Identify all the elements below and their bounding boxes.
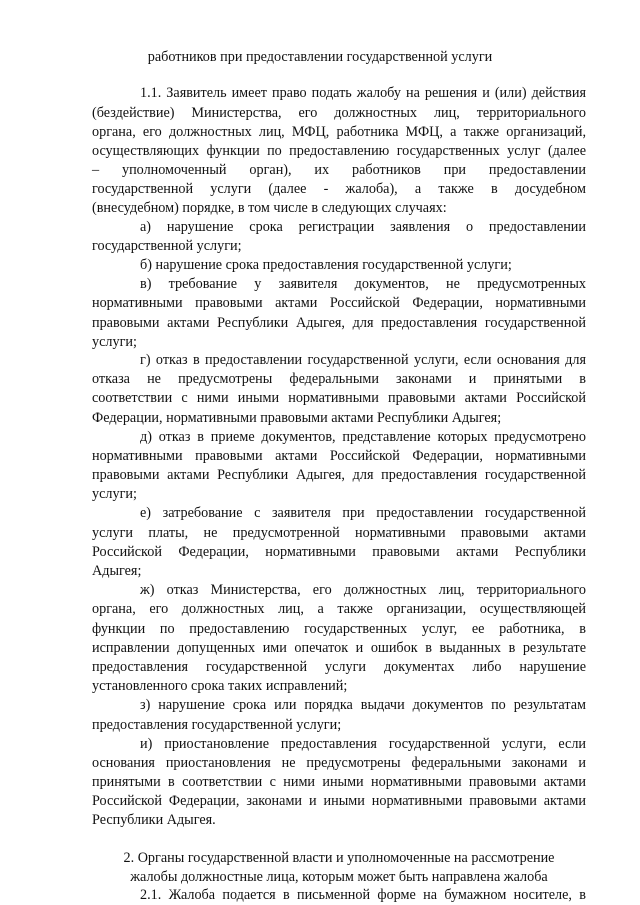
paragraph-1-1-line: 1.1. Заявитель имеет право подать жалобу на решения и (или) действия xyxy=(140,85,586,102)
section-2-heading: 2. Органы государственной власти и уполномоченные на рассмотрение xyxy=(123,849,555,866)
list-item-e-line: е) затребование с заявителя при предоставлении государственной xyxy=(140,505,586,522)
list-item-z-line: з) нарушение срока или порядка выдачи документов по результатам xyxy=(140,697,586,714)
list-item-z-line: предоставления государственной услуги; xyxy=(92,716,342,733)
list-item-a-line: государственной услуги; xyxy=(92,237,242,254)
list-item-zh-line: функции по предоставлению государственных услуг, ее работника, в xyxy=(92,620,586,637)
list-item-i-line: основания приостановления не предусмотрены федеральными законами и xyxy=(92,754,586,771)
list-item-i-line: Российской Федерации, законами и иными нормативными правовыми актами xyxy=(92,793,586,810)
list-item-d-line: д) отказ в приеме документов, представление которых предусмотрено xyxy=(140,428,586,445)
section-2-heading: жалобы должностные лица, которым может быть направлена жалоба xyxy=(130,869,548,885)
paragraph-2-1-line: 2.1. Жалоба подается в письменной форме на бумажном носителе, в xyxy=(140,887,586,903)
paragraph-1-1-line: органа, его должностных лиц, МФЦ, работника МФЦ, а также организаций, xyxy=(92,123,586,140)
list-item-v-line: нормативными правовыми актами Российской Федерации, нормативными xyxy=(92,295,586,312)
list-item-g-line: отказа не предусмотрены федеральными законами и принятыми в xyxy=(92,371,586,388)
paragraph-1-1-line: осуществляющих функции по предоставлению государственных услуг (далее xyxy=(92,142,586,159)
list-item-g-line: г) отказ в предоставлении государственной услуги, если основания для xyxy=(140,351,586,368)
list-item-i-line: и) приостановление предоставления государственной услуги, если xyxy=(140,735,586,752)
paragraph-1-1-line: государственной услуги (далее - жалоба), а также в досудебном xyxy=(92,181,586,198)
list-item-d-line: услуги; xyxy=(92,486,137,503)
list-item-e-line: услуги платы, не предусмотренной нормативными правовыми актами xyxy=(92,524,586,541)
paragraph-1-1-line: (внесудебном) порядке, в том числе в следующих случаях: xyxy=(92,200,447,217)
list-item-i-line: Республики Адыгея. xyxy=(92,812,216,829)
list-item-zh-line: предоставления государственной услуги документах либо нарушение xyxy=(92,658,586,675)
list-item-zh-line: исправлении допущенных ими опечаток и ошибок в выданных в результате xyxy=(92,639,586,656)
list-item-a-line: а) нарушение срока регистрации заявления о предоставлении xyxy=(140,218,586,235)
list-item-e-line: Российской Федерации, нормативными правовыми актами Республики xyxy=(92,543,586,560)
list-item-zh-line: органа, его должностных лиц, а также организации, осуществляющей xyxy=(92,601,586,618)
list-item-zh-line: установленного срока таких исправлений; xyxy=(92,678,348,695)
list-item-e-line: Адыгея; xyxy=(92,563,142,579)
list-item-d-line: правовыми актами Республики Адыгея, для предоставления государственной xyxy=(92,467,586,484)
list-item-g-line: Федерации, нормативными правовыми актами Республики Адыгея; xyxy=(92,409,502,426)
paragraph-1-1-line: – уполномоченный орган), их работников при предоставлении xyxy=(92,162,586,179)
section-heading-continuation: работников при предоставлении государственной услуги xyxy=(147,49,493,65)
list-item-zh-line: ж) отказ Министерства, его должностных лиц, территориального xyxy=(140,582,586,599)
list-item-v-line: услуги; xyxy=(92,333,137,350)
list-item-i-line: принятыми в соответствии с ними иными нормативными правовыми актами xyxy=(92,774,586,791)
list-item-b-line: б) нарушение срока предоставления государственной услуги; xyxy=(140,257,512,274)
list-item-d-line: нормативными правовыми актами Российской Федерации, нормативными xyxy=(92,447,586,464)
paragraph-1-1-line: (бездействие) Министерства, его должностных лиц, территориального xyxy=(92,104,586,121)
list-item-v-line: в) требование у заявителя документов, не предусмотренных xyxy=(140,276,586,293)
list-item-g-line: соответствии с ними иными нормативными правовыми актами Российской xyxy=(92,390,586,407)
list-item-v-line: правовыми актами Республики Адыгея, для предоставления государственной xyxy=(92,314,586,331)
